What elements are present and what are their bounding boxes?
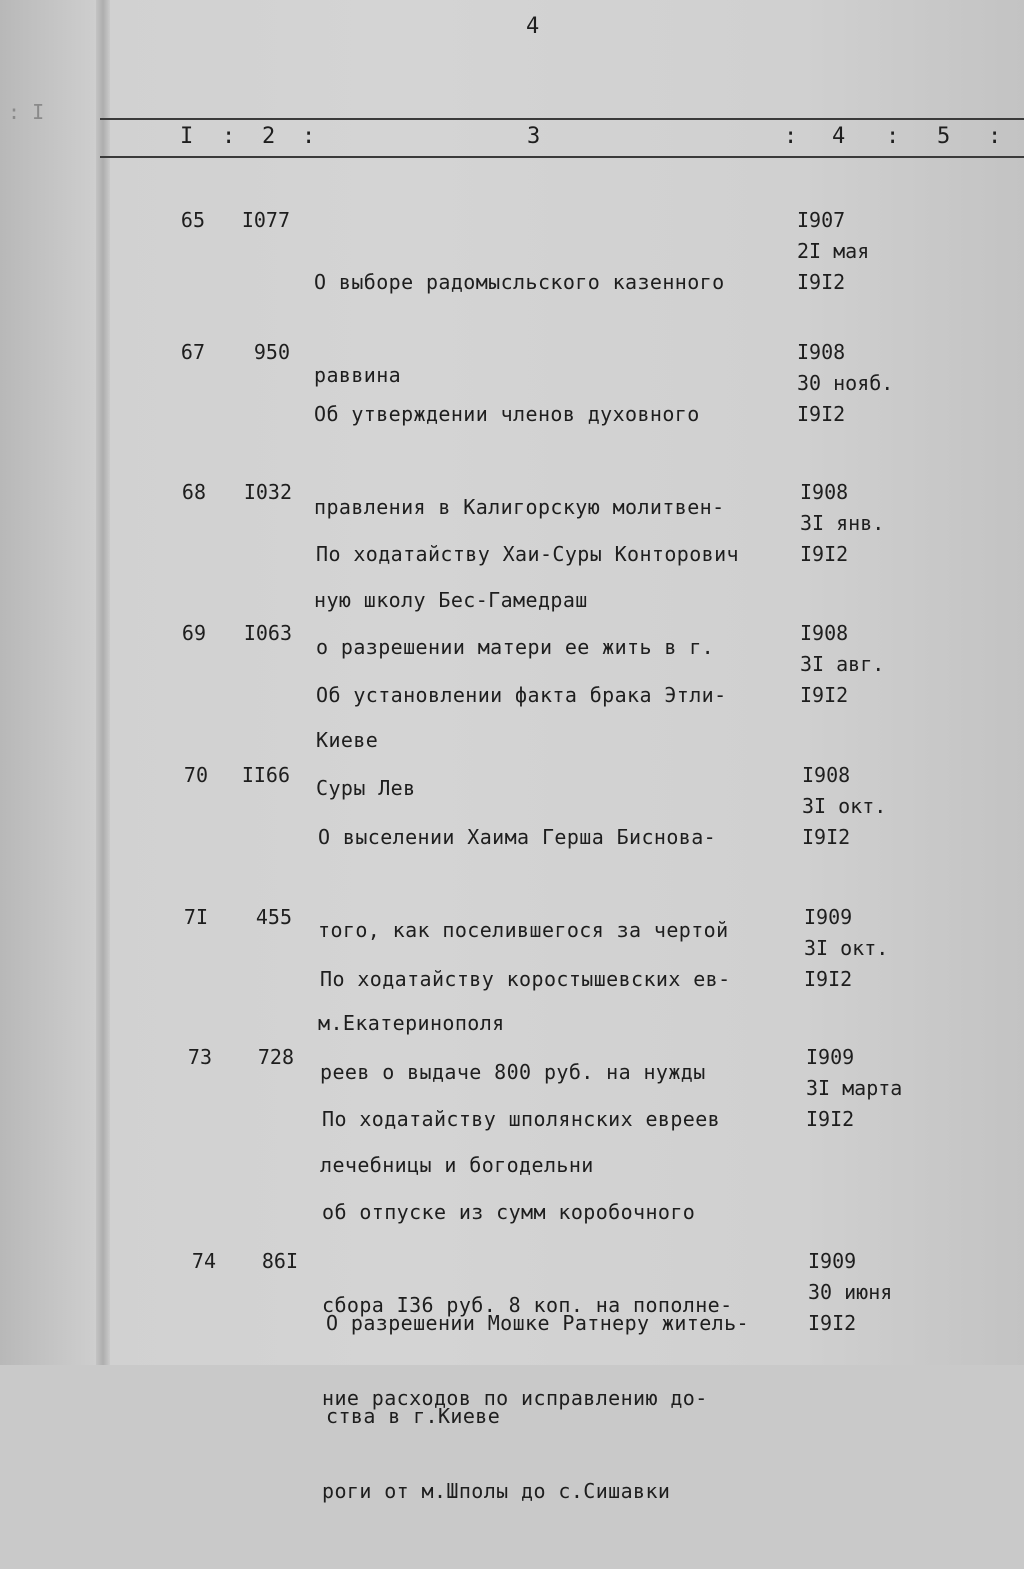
entry-dates bbox=[800, 618, 940, 711]
description-line: о разрешении матери ее жить в г. bbox=[316, 635, 715, 659]
description-line: правления в Калигорскую молитвен- bbox=[314, 495, 725, 519]
description-line: О выборе радомысльского казенного bbox=[314, 270, 725, 294]
page-number: 4 bbox=[526, 14, 540, 39]
description-line: ние расходов по исправлению до- bbox=[322, 1386, 708, 1410]
description-line: Киеве bbox=[316, 728, 379, 752]
end-date: 3I окт. bbox=[802, 794, 887, 818]
entry-code: II66 bbox=[241, 763, 290, 787]
entry-dates bbox=[800, 477, 940, 570]
entry-number: 70 bbox=[183, 763, 208, 787]
end-date: 30 нояб. bbox=[797, 371, 894, 395]
description-line: ную школу Бес-Гамедраш bbox=[314, 588, 588, 612]
description-line: ства в г.Киеве bbox=[326, 1404, 501, 1428]
entry-code: 455 bbox=[255, 905, 292, 929]
description-line: По ходатайству Хаи-Суры Конторович bbox=[316, 542, 739, 566]
end-year: I9I2 bbox=[808, 1311, 857, 1335]
entry-number: 65 bbox=[180, 208, 205, 232]
entry-dates bbox=[808, 1246, 948, 1339]
description-line: роги от м.Шполы до с.Сишавки bbox=[322, 1479, 671, 1503]
page-spine-shadow bbox=[96, 0, 110, 1365]
entry-number: 68 bbox=[181, 480, 206, 504]
description-line: По ходатайству коростышевских ев- bbox=[320, 967, 731, 991]
end-date: 3I окт. bbox=[804, 936, 889, 960]
entry-number: 67 bbox=[180, 340, 205, 364]
end-year: I9I2 bbox=[800, 683, 849, 707]
description-line: м.Екатеринополя bbox=[318, 1011, 505, 1035]
description-line: По ходатайству шполянских евреев bbox=[322, 1107, 721, 1131]
end-year: I9I2 bbox=[806, 1107, 855, 1131]
header-rule-bottom bbox=[100, 156, 1024, 158]
start-year: I909 bbox=[808, 1249, 857, 1273]
entry-number: 7I bbox=[183, 905, 208, 929]
entry-dates bbox=[806, 1042, 946, 1135]
end-date: 3I авг. bbox=[800, 652, 885, 676]
entry-dates bbox=[797, 337, 937, 430]
end-year: I9I2 bbox=[802, 825, 851, 849]
column-separator: : bbox=[222, 124, 238, 149]
end-year: I9I2 bbox=[797, 270, 846, 294]
entry-code: 950 bbox=[253, 340, 290, 364]
start-year: I907 bbox=[797, 208, 846, 232]
description-line: Суры Лев bbox=[316, 776, 416, 800]
column-separator: : bbox=[988, 124, 1004, 149]
entry-dates bbox=[802, 760, 942, 853]
description-line: реев о выдаче 800 руб. на нужды bbox=[320, 1060, 706, 1084]
entry-dates bbox=[797, 205, 937, 298]
description-line: об отпуске из сумм коробочного bbox=[322, 1200, 696, 1224]
description-line: того, как поселившегося за чертой bbox=[318, 918, 729, 942]
start-year: I908 bbox=[800, 621, 849, 645]
end-year: I9I2 bbox=[797, 402, 846, 426]
entry-number: 73 bbox=[187, 1045, 212, 1069]
description-line: Об утверждении членов духовного bbox=[314, 402, 700, 426]
entry-code: I063 bbox=[243, 621, 292, 645]
column-header-5: 5 bbox=[937, 124, 953, 149]
header-rule-top bbox=[100, 118, 1024, 120]
entry-code: I032 bbox=[243, 480, 292, 504]
end-date: 2I мая bbox=[797, 239, 870, 263]
end-year: I9I2 bbox=[804, 967, 853, 991]
description-line: лечебницы и богодельни bbox=[320, 1153, 594, 1177]
description-line: Об установлении факта брака Этли- bbox=[316, 683, 727, 707]
entry-dates bbox=[804, 902, 944, 995]
description-line: О выселении Хаима Герша Бисновa- bbox=[318, 825, 717, 849]
start-year: I909 bbox=[804, 905, 853, 929]
column-separator: : bbox=[784, 124, 800, 149]
start-year: I908 bbox=[797, 340, 846, 364]
column-header-2: 2 bbox=[262, 124, 278, 149]
end-date: 30 июня bbox=[808, 1280, 893, 1304]
entry-number: 74 bbox=[191, 1249, 216, 1273]
column-header-4: 4 bbox=[832, 124, 848, 149]
entry-code: 86I bbox=[261, 1249, 298, 1273]
start-year: I908 bbox=[800, 480, 849, 504]
entry-code: 728 bbox=[257, 1045, 294, 1069]
description-line: сбора I36 руб. 8 коп. на пополне- bbox=[322, 1293, 733, 1317]
end-year: I9I2 bbox=[800, 542, 849, 566]
description-line: раввина bbox=[314, 363, 402, 387]
entry-code: I077 bbox=[241, 208, 290, 232]
start-year: I909 bbox=[806, 1045, 855, 1069]
end-date: 3I марта bbox=[806, 1076, 903, 1100]
end-date: 3I янв. bbox=[800, 511, 885, 535]
left-margin-mark: : I bbox=[8, 100, 45, 124]
description-line: О разрешении Мошке Ратнеру житель- bbox=[326, 1311, 749, 1335]
entry-description bbox=[326, 1246, 796, 1494]
column-separator: : bbox=[886, 124, 902, 149]
entry-number: 69 bbox=[181, 621, 206, 645]
column-separator: : bbox=[302, 124, 318, 149]
column-header-3: 3 bbox=[527, 124, 543, 149]
column-header-1: I bbox=[180, 124, 196, 149]
start-year: I908 bbox=[802, 763, 851, 787]
